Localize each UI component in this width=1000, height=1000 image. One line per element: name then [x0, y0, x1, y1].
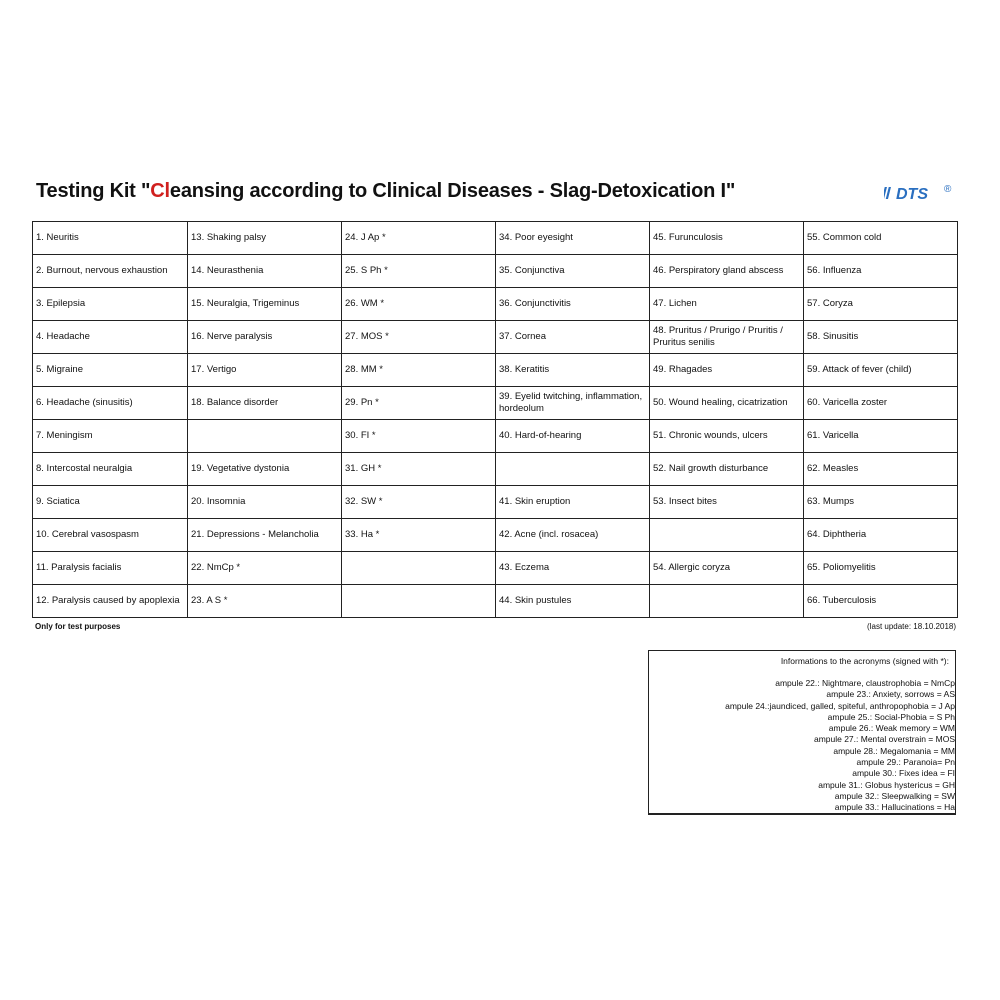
table-cell: 10. Cerebral vasospasm [33, 519, 188, 552]
table-cell: 49. Rhagades [650, 354, 804, 387]
table-cell: 8. Intercostal neuralgia [33, 453, 188, 486]
table-cell: 57. Coryza [804, 288, 958, 321]
table-cell: 60. Varicella zoster [804, 387, 958, 420]
table-cell: 1. Neuritis [33, 222, 188, 255]
table-cell: 19. Vegetative dystonia [188, 453, 342, 486]
acronym-item: ampule 22.: Nightmare, claustrophobia = NmCp [775, 678, 955, 688]
table-cell: 33. Ha * [342, 519, 496, 552]
table-row [33, 486, 958, 519]
table-cell [650, 585, 804, 618]
table-cell: 24. J Ap * [342, 222, 496, 255]
table-cell: 12. Paralysis caused by apoplexia [33, 585, 188, 618]
table-cell: 65. Poliomyelitis [804, 552, 958, 585]
table-cell: 17. Vertigo [188, 354, 342, 387]
table-cell: 66. Tuberculosis [804, 585, 958, 618]
table-row [33, 321, 958, 354]
table-cell [342, 552, 496, 585]
table-cell: 30. FI * [342, 420, 496, 453]
last-update-note: (last update: 18.10.2018) [867, 622, 956, 631]
acronym-item: ampule 31.: Globus hystericus = GH [818, 779, 955, 790]
acronym-item: ampule 32.: Sleepwalking = SW [834, 790, 955, 801]
title-prefix: Testing Kit " [36, 180, 151, 202]
table-cell: 64. Diphtheria [804, 519, 958, 552]
table-cell: 13. Shaking palsy [188, 222, 342, 255]
acronym-item: ampule 28.: Megalomania = MM [833, 745, 955, 756]
table-cell: 59. Attack of fever (child) [804, 354, 958, 387]
table-cell: 14. Neurasthenia [188, 255, 342, 288]
table-row [33, 255, 958, 288]
table-cell: 6. Headache (sinusitis) [33, 387, 188, 420]
table-cell: 43. Eczema [496, 552, 650, 585]
acronym-item: ampule 26.: Weak memory = WM [828, 723, 955, 734]
table-cell [188, 420, 342, 453]
table-cell: 52. Nail growth disturbance [650, 453, 804, 486]
table-cell [342, 585, 496, 618]
acronyms-list [725, 678, 955, 814]
dts-logo [884, 182, 956, 204]
table-cell: 34. Poor eyesight [496, 222, 650, 255]
table-cell: 7. Meningism [33, 420, 188, 453]
table-cell: 28. MM * [342, 354, 496, 387]
logo-registered-mark: ® [944, 184, 952, 195]
table-cell: 46. Perspiratory gland abscess [650, 255, 804, 288]
table-cell: 58. Sinusitis [804, 321, 958, 354]
acronym-item: ampule 29.: Paranoia= Pn [856, 757, 955, 768]
table-row [33, 387, 958, 420]
table-row [33, 585, 958, 618]
table-cell: 51. Chronic wounds, ulcers [650, 420, 804, 453]
table-cell: 32. SW * [342, 486, 496, 519]
table-row [33, 420, 958, 453]
table-cell: 26. WM * [342, 288, 496, 321]
table-cell: 18. Balance disorder [188, 387, 342, 420]
table-cell: 22. NmCp * [188, 552, 342, 585]
table-cell: 16. Nerve paralysis [188, 321, 342, 354]
table-cell: 41. Skin eruption [496, 486, 650, 519]
title-rest: eansing according to Clinical Diseases - Slag-Detoxication I" [169, 180, 736, 202]
table-row [33, 288, 958, 321]
table-cell: 29. Pn * [342, 387, 496, 420]
table-cell: 56. Influenza [804, 255, 958, 288]
test-purposes-note: Only for test purposes [35, 622, 121, 631]
acronym-item: ampule 30.: Fixes idea = FI [852, 768, 955, 779]
table-cell: 2. Burnout, nervous exhaustion [33, 255, 188, 288]
acronym-item: ampule 24.:jaundiced, galled, spiteful, anthropophobia = J Ap [725, 700, 955, 711]
table-cell: 5. Migraine [33, 354, 188, 387]
table-cell: 36. Conjunctivitis [496, 288, 650, 321]
table-row [33, 354, 958, 387]
table-cell: 23. A S * [188, 585, 342, 618]
table-cell: 31. GH * [342, 453, 496, 486]
table-row [33, 519, 958, 552]
acronym-item: ampule 25.: Social-Phobia = S Ph [827, 711, 955, 722]
table-cell: 62. Measles [804, 453, 958, 486]
table-cell: 38. Keratitis [496, 354, 650, 387]
acronym-item: ampule 33.: Hallucinations = Ha [834, 802, 955, 813]
table-cell: 45. Furunculosis [650, 222, 804, 255]
table-cell [496, 453, 650, 486]
table-row [33, 453, 958, 486]
table-cell: 48. Pruritus / Prurigo / Pruritis / Pruritus senilis [650, 321, 804, 354]
table-cell: 11. Paralysis facialis [33, 552, 188, 585]
table-cell: 27. MOS * [342, 321, 496, 354]
table-row [33, 222, 958, 255]
acronyms-heading: Informations to the acronyms (signed with *): [780, 656, 949, 666]
table-cell: 3. Epilepsia [33, 288, 188, 321]
logo-text: DTS [896, 186, 928, 203]
table-cell: 44. Skin pustules [496, 585, 650, 618]
table-cell: 15. Neuralgia, Trigeminus [188, 288, 342, 321]
table-cell: 54. Allergic coryza [650, 552, 804, 585]
table-cell: 39. Eyelid twitching, inflammation, hordeolum [496, 387, 650, 420]
table-cell: 53. Insect bites [650, 486, 804, 519]
table-cell: 4. Headache [33, 321, 188, 354]
table-cell: 40. Hard-of-hearing [496, 420, 650, 453]
table-cell: 25. S Ph * [342, 255, 496, 288]
acronym-item: ampule 27.: Mental overstrain = MOS [813, 734, 955, 745]
table-cell: 47. Lichen [650, 288, 804, 321]
title-highlight: Cl [150, 180, 170, 202]
table-cell: 37. Cornea [496, 321, 650, 354]
table-cell: 61. Varicella [804, 420, 958, 453]
table-cell: 9. Sciatica [33, 486, 188, 519]
table-cell: 21. Depressions - Melancholia [188, 519, 342, 552]
disease-table [32, 221, 958, 618]
table-cell: 20. Insomnia [188, 486, 342, 519]
table-cell: 50. Wound healing, cicatrization [650, 387, 804, 420]
acronym-item: ampule 23.: Anxiety, sorrows = AS [826, 689, 955, 700]
table-cell: 42. Acne (incl. rosacea) [496, 519, 650, 552]
table-cell: 63. Mumps [804, 486, 958, 519]
page-title [36, 180, 735, 203]
table-cell: 35. Conjunctiva [496, 255, 650, 288]
table-row [33, 552, 958, 585]
acronyms-box [648, 650, 956, 815]
table-cell [650, 519, 804, 552]
table-cell: 55. Common cold [804, 222, 958, 255]
